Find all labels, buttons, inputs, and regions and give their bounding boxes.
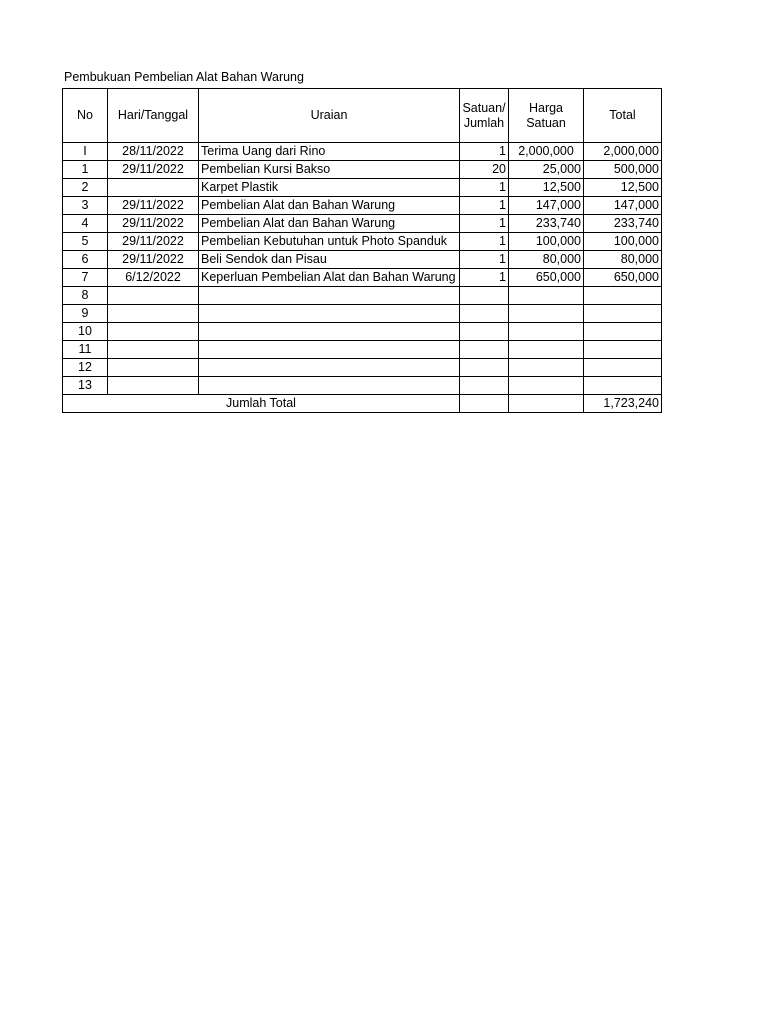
cell-date: 29/11/2022 [108, 251, 199, 269]
cell-total [584, 305, 662, 323]
cell-date: 29/11/2022 [108, 215, 199, 233]
table-row [63, 323, 662, 341]
cell-unit-price: 2,000,000 [509, 143, 584, 161]
cell-description [199, 305, 460, 323]
cell-description: Keperluan Pembelian Alat dan Bahan Warung [199, 269, 460, 287]
cell-no: 13 [63, 377, 108, 395]
cell-no: I [63, 143, 108, 161]
cell-description [199, 341, 460, 359]
cell-description: Pembelian Kebutuhan untuk Photo Spanduk [199, 233, 460, 251]
cell-quantity [460, 287, 509, 305]
cell-date: 29/11/2022 [108, 233, 199, 251]
cell-quantity: 1 [460, 269, 509, 287]
cell-unit-price [509, 377, 584, 395]
cell-quantity: 1 [460, 197, 509, 215]
grand-total-label: Jumlah Total [63, 395, 460, 413]
grand-total-value: 1,723,240 [584, 395, 662, 413]
header-unit-price-line1: Harga [528, 100, 564, 115]
header-quantity [460, 89, 509, 143]
cell-no: 3 [63, 197, 108, 215]
header-quantity-line1: Satuan/ [462, 100, 506, 115]
cell-description: Pembelian Kursi Bakso [199, 161, 460, 179]
header-description: Uraian [199, 89, 460, 143]
table-row [63, 269, 662, 287]
cell-date [108, 305, 199, 323]
cell-total: 500,000 [584, 161, 662, 179]
cell-unit-price: 80,000 [509, 251, 584, 269]
table-row [63, 179, 662, 197]
table-row [63, 143, 662, 161]
cell-no: 2 [63, 179, 108, 197]
cell-description: Pembelian Alat dan Bahan Warung [199, 215, 460, 233]
cell-no: 7 [63, 269, 108, 287]
ledger-table [62, 88, 662, 413]
cell-date [108, 359, 199, 377]
cell-no: 11 [63, 341, 108, 359]
cell-unit-price [509, 323, 584, 341]
cell-unit-price: 100,000 [509, 233, 584, 251]
cell-total: 650,000 [584, 269, 662, 287]
cell-no: 5 [63, 233, 108, 251]
cell-quantity [460, 359, 509, 377]
table-row [63, 287, 662, 305]
table-row [63, 161, 662, 179]
cell-total: 147,000 [584, 197, 662, 215]
cell-date: 28/11/2022 [108, 143, 199, 161]
cell-total: 100,000 [584, 233, 662, 251]
cell-no: 9 [63, 305, 108, 323]
cell-date [108, 179, 199, 197]
cell-total: 12,500 [584, 179, 662, 197]
table-row [63, 233, 662, 251]
cell-no: 4 [63, 215, 108, 233]
cell-description [199, 287, 460, 305]
cell-quantity [460, 305, 509, 323]
cell-unit-price [509, 359, 584, 377]
cell-unit-price [509, 341, 584, 359]
cell-description: Beli Sendok dan Pisau [199, 251, 460, 269]
cell-total [584, 341, 662, 359]
table-row [63, 215, 662, 233]
cell-date: 29/11/2022 [108, 161, 199, 179]
cell-quantity [460, 377, 509, 395]
header-row [63, 89, 662, 143]
cell-total [584, 323, 662, 341]
cell-total [584, 359, 662, 377]
cell-no: 6 [63, 251, 108, 269]
cell-date [108, 377, 199, 395]
header-date: Hari/Tanggal [108, 89, 199, 143]
cell-unit-price: 12,500 [509, 179, 584, 197]
cell-unit-price [509, 305, 584, 323]
cell-total [584, 287, 662, 305]
grand-total-price [509, 395, 584, 413]
header-quantity-line2: Jumlah [463, 115, 505, 130]
cell-unit-price: 25,000 [509, 161, 584, 179]
cell-no: 1 [63, 161, 108, 179]
header-no: No [63, 89, 108, 143]
ledger-body [63, 143, 662, 395]
cell-unit-price: 233,740 [509, 215, 584, 233]
header-unit-price [509, 89, 584, 143]
cell-date [108, 287, 199, 305]
cell-total: 80,000 [584, 251, 662, 269]
table-row [63, 251, 662, 269]
table-row [63, 341, 662, 359]
cell-quantity: 1 [460, 233, 509, 251]
grand-total-quantity [460, 395, 509, 413]
table-row [63, 305, 662, 323]
cell-unit-price: 650,000 [509, 269, 584, 287]
total-row [63, 395, 662, 413]
cell-total: 233,740 [584, 215, 662, 233]
cell-date [108, 341, 199, 359]
cell-unit-price [509, 287, 584, 305]
header-unit-price-line2: Satuan [526, 115, 566, 130]
cell-quantity: 1 [460, 179, 509, 197]
cell-quantity: 1 [460, 251, 509, 269]
cell-unit-price: 147,000 [509, 197, 584, 215]
cell-date: 6/12/2022 [108, 269, 199, 287]
cell-quantity: 20 [460, 161, 509, 179]
cell-quantity: 1 [460, 143, 509, 161]
cell-date: 29/11/2022 [108, 197, 199, 215]
cell-description: Karpet Plastik [199, 179, 460, 197]
table-row [63, 197, 662, 215]
cell-no: 10 [63, 323, 108, 341]
cell-quantity [460, 323, 509, 341]
cell-no: 12 [63, 359, 108, 377]
cell-description [199, 359, 460, 377]
cell-description [199, 377, 460, 395]
cell-total [584, 377, 662, 395]
cell-quantity: 1 [460, 215, 509, 233]
cell-no: 8 [63, 287, 108, 305]
header-total: Total [584, 89, 662, 143]
table-row [63, 377, 662, 395]
cell-quantity [460, 341, 509, 359]
cell-description: Pembelian Alat dan Bahan Warung [199, 197, 460, 215]
cell-description: Terima Uang dari Rino [199, 143, 460, 161]
cell-total: 2,000,000 [584, 143, 662, 161]
cell-date [108, 323, 199, 341]
document-title: Pembukuan Pembelian Alat Bahan Warung [64, 70, 304, 84]
table-row [63, 359, 662, 377]
cell-description [199, 323, 460, 341]
